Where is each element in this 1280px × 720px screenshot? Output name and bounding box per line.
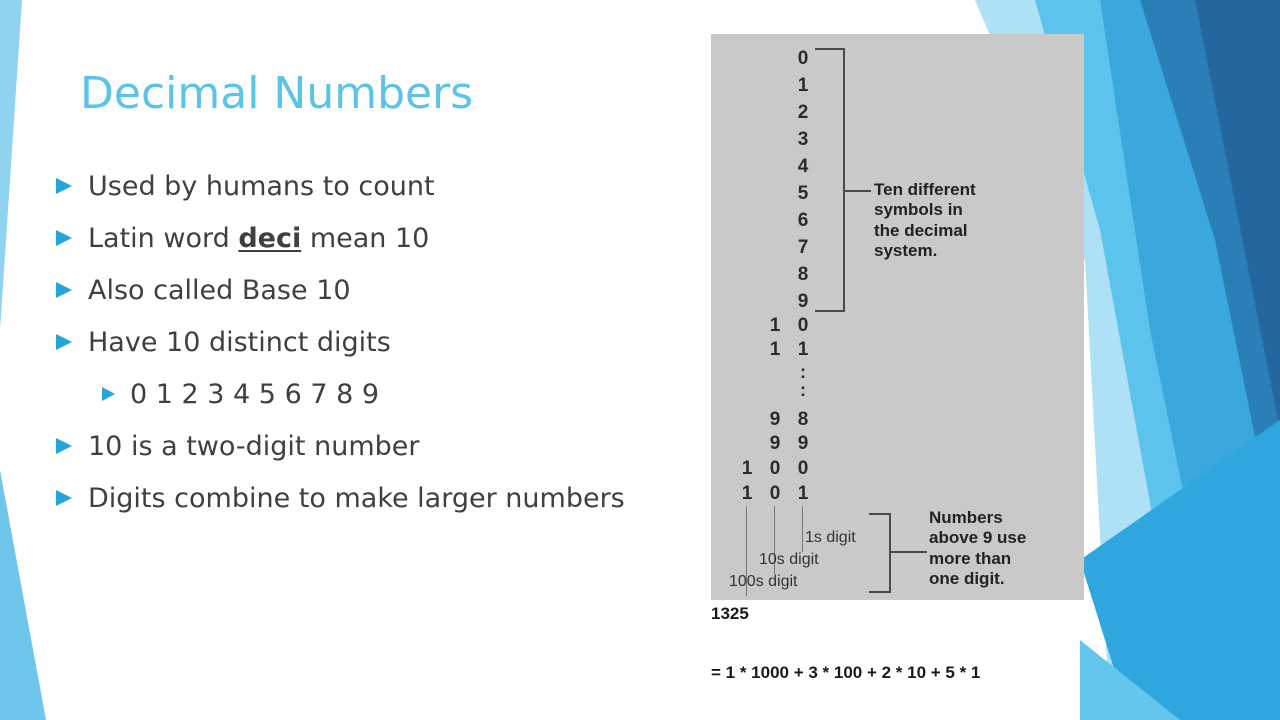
digit-2: 2 — [797, 102, 809, 123]
bullet-arrow-icon — [56, 438, 72, 454]
bracket-pointer — [845, 190, 871, 192]
bullet-text: 10 is a two-digit number — [88, 430, 420, 462]
tens-digit: 0 — [769, 483, 781, 504]
tens-digit: 9 — [769, 433, 781, 454]
bracket-pointer-2 — [891, 551, 927, 553]
ones-digit: 0 — [797, 315, 809, 336]
bracket-bottom-2 — [869, 591, 891, 593]
tens-digit: 1 — [769, 339, 781, 360]
tens-place-label: 10s digit — [759, 551, 819, 568]
left-accent-strip-lower — [0, 470, 46, 720]
ones-digit: 0 — [797, 458, 809, 479]
bullet-text: Latin word deci mean 10 — [88, 222, 430, 254]
digit-1: 1 — [797, 75, 809, 96]
bullet-list — [52, 160, 625, 524]
tens-digit: 0 — [769, 458, 781, 479]
hundreds-digit: 1 — [741, 458, 753, 479]
bullet-item — [52, 212, 625, 264]
bullet-arrow-icon — [56, 334, 72, 350]
bullet-item — [52, 316, 625, 368]
bracket-bottom — [815, 310, 845, 312]
digit-0: 0 — [797, 48, 809, 69]
bullet-item — [52, 160, 625, 212]
digit-5: 5 — [797, 183, 809, 204]
bracket-vertical-2 — [889, 513, 891, 593]
digit-4: 4 — [797, 156, 809, 177]
bullet-arrow-icon — [56, 282, 72, 298]
bullet-text: 0 1 2 3 4 5 6 7 8 9 — [130, 378, 380, 410]
digit-8: 8 — [797, 264, 809, 285]
bullet-arrow-icon — [56, 230, 72, 246]
tens-digit: 1 — [769, 315, 781, 336]
hundreds-place-label: 100s digit — [729, 573, 798, 590]
decimal-digits-figure — [711, 34, 1084, 600]
digit-9: 9 — [797, 291, 809, 312]
ellipsis-dots: : — [800, 362, 806, 382]
ones-digit: 9 — [797, 433, 809, 454]
hundreds-digit: 1 — [741, 483, 753, 504]
ones-digit: 1 — [797, 339, 809, 360]
ellipsis-dots: : — [800, 380, 806, 400]
bullet-item — [52, 472, 625, 524]
bullet-arrow-icon — [56, 178, 72, 194]
expanded-form: = 1 * 1000 + 3 * 100 + 2 * 10 + 5 * 1 — [711, 663, 981, 682]
bracket-top-2 — [869, 513, 891, 515]
bullet-item — [52, 264, 625, 316]
bullet-text: Have 10 distinct digits — [88, 326, 391, 358]
bracket-top — [815, 48, 845, 50]
digit-3: 3 — [797, 129, 809, 150]
bullet-text: Also called Base 10 — [88, 274, 351, 306]
ones-digit: 1 — [797, 483, 809, 504]
note-ten-symbols: Ten different symbols in the decimal system. — [874, 180, 976, 261]
slide-title: Decimal Numbers — [80, 68, 474, 119]
bullet-arrow-icon — [102, 387, 115, 401]
bracket-vertical — [843, 48, 845, 312]
bullet-arrow-icon — [56, 490, 72, 506]
ones-digit: 8 — [797, 409, 809, 430]
bullet-text: Used by humans to count — [88, 170, 435, 202]
sub-bullet-item — [52, 368, 625, 420]
expansion-formula — [711, 600, 1078, 688]
bullet-text: Digits combine to make larger numbers — [88, 482, 625, 514]
left-accent-strip — [0, 0, 22, 330]
ones-guide-line — [802, 506, 803, 552]
digit-6: 6 — [797, 210, 809, 231]
example-number: 1325 — [711, 604, 749, 623]
note-more-digits: Numbers above 9 use more than one digit. — [929, 508, 1027, 589]
underlined-term: deci — [238, 222, 302, 254]
ones-place-label: 1s digit — [805, 529, 856, 546]
digit-7: 7 — [797, 237, 809, 258]
bullet-item — [52, 420, 625, 472]
tens-digit: 9 — [769, 409, 781, 430]
